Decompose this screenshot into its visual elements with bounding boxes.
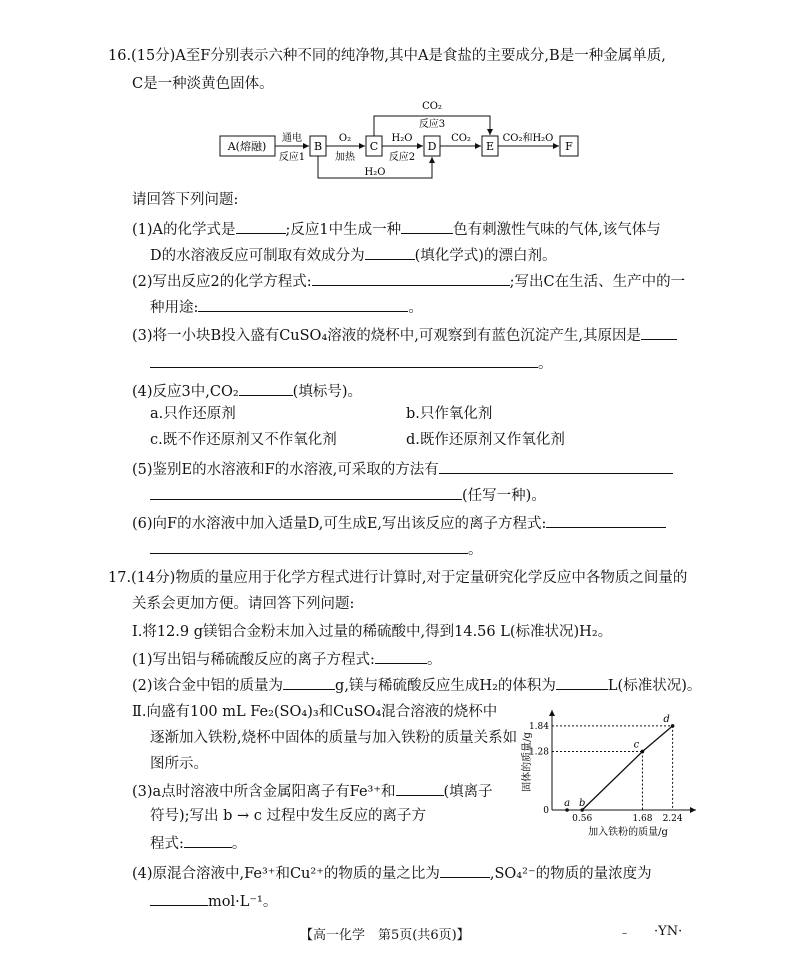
chart-point-label-b: b <box>578 798 586 809</box>
q16-p2c: 种用途: <box>150 300 199 316</box>
arrow-a-b-top: 通电 <box>282 133 302 144</box>
q16-blank-11[interactable] <box>546 512 666 528</box>
q16-p6a: (6)向F的水溶液中加入适量D,可生成E,写出该反应的离子方程式: <box>132 516 547 532</box>
chart-x-tick-2.24: 2.24 <box>662 814 683 824</box>
q16-part6-line1 <box>132 512 666 534</box>
q17-blank-6[interactable] <box>440 862 490 878</box>
q17-header-2: 关系会更加方便。请回答下列问题: <box>132 596 355 612</box>
iron-mass-chart <box>520 702 700 842</box>
q16-blank-6[interactable] <box>641 324 677 340</box>
q16-blank-2[interactable] <box>401 218 453 234</box>
q17-part-ii-line2: 逐渐加入铁粉,烧杯中固体的质量与加入铁粉的质量关系如 <box>150 730 518 746</box>
q17-header: 17.(14分)物质的量应用于化学方程式进行计算时,对于定量研究化学反应中各物质之间量的 <box>108 570 688 586</box>
q16-p1d: D的水溶液反应可制取有效成分为 <box>150 248 365 264</box>
q17-part-i: Ⅰ.将12.9 g镁铝合金粉末加入过量的稀硫酸中,得到14.56 L(标准状况)H₂。 <box>132 624 613 640</box>
q16-part2-line2 <box>150 296 423 318</box>
q16-p4b: (填标号)。 <box>292 384 362 400</box>
arrow-b-c-top: O₂ <box>338 133 352 144</box>
chart-origin-label: 0 <box>543 806 549 816</box>
loop-top-label: CO₂ <box>422 101 442 112</box>
q16-blank-12[interactable] <box>150 538 468 554</box>
chart-point-label-a: a <box>564 798 571 809</box>
chart-y-label: 固体的质量/g <box>522 732 533 792</box>
chart-point-label-d: d <box>663 713 670 725</box>
q16-blank-10[interactable] <box>150 484 462 500</box>
q16-part1-line1 <box>132 218 661 240</box>
q17-blank-5[interactable] <box>184 832 232 848</box>
q17-part3-line2: 符号);写出 b → c 过程中发生反应的离子方 <box>150 808 427 824</box>
q17-p1b: 。 <box>426 652 442 668</box>
box-c-label: C <box>369 140 379 153</box>
chart-point-label-c: c <box>633 739 640 751</box>
box-a-label: A(熔融) <box>227 140 267 153</box>
chart-y-tick-1.28: 1.28 <box>528 747 549 758</box>
q16-option-b[interactable]: b.只作氧化剂 <box>406 406 493 422</box>
q17-blank-1[interactable] <box>375 648 427 664</box>
q16-header: 16.(15分)A至F分别表示六种不同的纯净物,其中A是食盐的主要成分,B是一种金属单质, <box>108 48 666 64</box>
q16-option-c[interactable]: c.既不作还原剂又不作氧化剂 <box>150 432 337 448</box>
q17-part-ii-line3: 图所示。 <box>150 756 208 772</box>
q17-p3b: (填离子 <box>443 784 493 800</box>
q16-p1a: (1)A的化学式是 <box>132 222 236 238</box>
q17-part3-line3 <box>150 832 246 854</box>
q16-blank-8[interactable] <box>239 380 293 396</box>
q16-part5-line1 <box>132 458 673 480</box>
q16-header-2: C是一种淡黄色固体。 <box>132 76 274 92</box>
chart-x-tick-0.56: 0.56 <box>572 814 593 824</box>
q17-p2b: g,镁与稀硫酸反应生成H₂的体积为 <box>335 678 556 694</box>
arrow-b-c-bottom: 加热 <box>335 152 355 163</box>
chart-x-tick-1.68: 1.68 <box>632 814 653 824</box>
arrow-d-e-top: CO₂ <box>451 133 471 144</box>
q17-part3-line1 <box>132 780 493 802</box>
box-d-label: D <box>427 140 437 153</box>
q16-part3-line1 <box>132 324 677 346</box>
q17-blank-7[interactable] <box>150 890 208 906</box>
q17-blank-3[interactable] <box>556 674 608 690</box>
q16-p1c: 色有刺激性气味的气体,该气体与 <box>453 222 661 238</box>
q17-p2a: (2)该合金中铝的质量为 <box>132 678 284 694</box>
chart-series-line <box>582 726 672 810</box>
arrow-c-d-top: H₂O <box>391 133 413 144</box>
q16-p1b: ;反应1中生成一种 <box>285 222 402 238</box>
q16-option-d[interactable]: d.既作还原剂又作氧化剂 <box>406 432 565 448</box>
footer-page-info: 【高一化学 第5页(共6页)】 <box>300 928 470 943</box>
q16-p2d: 。 <box>408 300 423 316</box>
q16-p6b: 。 <box>468 542 483 558</box>
q16-blank-5[interactable] <box>198 296 408 312</box>
q17-p3d: 程式: <box>150 836 184 852</box>
q17-p2c: L(标准状况)。 <box>607 678 702 694</box>
q17-p4a: (4)原混合溶液中,Fe³⁺和Cu²⁺的物质的量之比为 <box>132 866 440 882</box>
box-b-label: B <box>313 140 323 153</box>
box-e-label: E <box>485 140 495 153</box>
q16-p5a: (5)鉴别E的水溶液和F的水溶液,可采取的方法有 <box>132 462 439 478</box>
q17-p3e: 。 <box>231 836 247 852</box>
chart-point-c <box>641 750 645 754</box>
q16-option-a[interactable]: a.只作还原剂 <box>150 406 236 422</box>
q17-part1 <box>132 648 441 670</box>
q16-part4-line1 <box>132 380 362 402</box>
q17-p1a: (1)写出铝与稀硫酸反应的离子方程式: <box>132 652 375 668</box>
loop-bottom-label: H₂O <box>364 167 386 178</box>
q16-blank-4[interactable] <box>312 270 510 286</box>
q16-p3b: 。 <box>538 356 553 372</box>
loop-top-label-2: 反应3 <box>418 119 446 130</box>
q16-blank-3[interactable] <box>365 244 415 260</box>
q17-blank-4[interactable] <box>396 780 444 796</box>
q16-part5-line2 <box>150 484 546 506</box>
chart-y-tick-1.84: 1.84 <box>528 721 549 732</box>
q17-part4-line1 <box>132 862 652 884</box>
q16-part6-line2 <box>150 538 483 560</box>
footer-code: ·YN· <box>654 924 683 939</box>
q17-part2 <box>132 674 701 696</box>
q17-p3a: (3)a点时溶液中所含金属阳离子有Fe³⁺和 <box>132 784 396 800</box>
q16-part1-line2 <box>150 244 556 266</box>
arrow-a-b-bottom: 反应1 <box>278 152 306 163</box>
q16-blank-7[interactable] <box>150 352 538 368</box>
arrow-c-d-bottom: 反应2 <box>388 152 416 163</box>
q17-part4-line2 <box>150 890 277 912</box>
q16-part2-line1 <box>132 270 685 292</box>
q17-p4c: mol·L⁻¹。 <box>208 894 278 910</box>
q17-part-ii-line1: Ⅱ.向盛有100 mL Fe₂(SO₄)₃和CuSO₄混合溶液的烧杯中 <box>132 704 498 720</box>
arrow-e-f-top: CO₂和H₂O <box>502 133 554 144</box>
q16-p3a: (3)将一小块B投入盛有CuSO₄溶液的烧杯中,可观察到有蓝色沉淀产生,其原因是 <box>132 328 641 344</box>
q16-part3-line2 <box>150 352 553 374</box>
chart-point-d <box>671 724 675 728</box>
box-f-label: F <box>565 140 573 153</box>
q16-p4a: (4)反应3中,CO₂ <box>132 384 239 400</box>
q16-p1e: (填化学式)的漂白剂。 <box>414 248 557 264</box>
q17-blank-2[interactable] <box>283 674 335 690</box>
q16-prompt: 请回答下列问题: <box>132 192 239 208</box>
q16-blank-1[interactable] <box>236 218 286 234</box>
q16-p2a: (2)写出反应2的化学方程式: <box>132 274 312 290</box>
q16-p5b: (任写一种)。 <box>462 488 546 504</box>
footer-mark: – <box>622 928 627 939</box>
q16-p2b: ;写出C在生活、生产中的一 <box>509 274 686 290</box>
reaction-flow-diagram <box>210 98 600 184</box>
q16-blank-9[interactable] <box>439 458 673 474</box>
chart-x-label: 加入铁粉的质量/g <box>588 827 668 838</box>
q17-p4b: ,SO₄²⁻的物质的量浓度为 <box>489 866 652 882</box>
